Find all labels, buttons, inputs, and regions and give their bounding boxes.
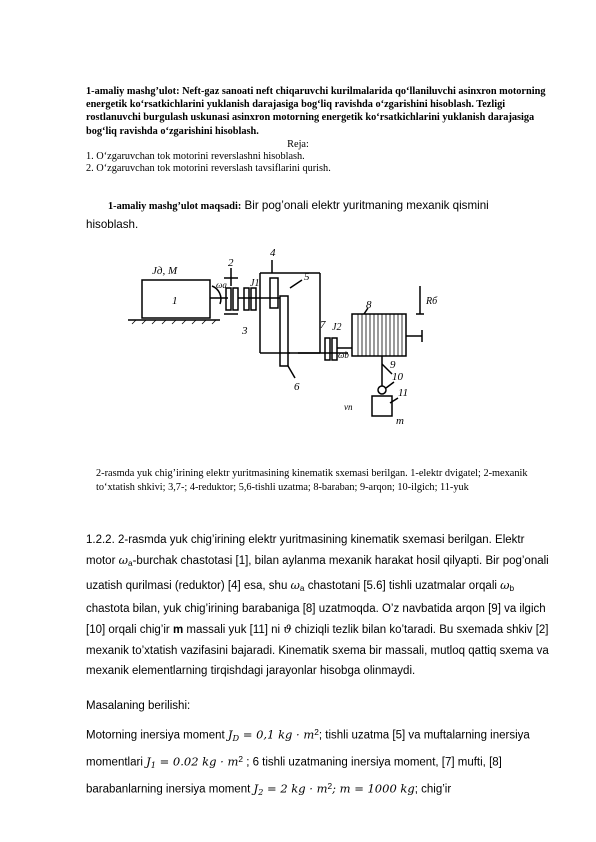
label-omega-b: ωb — [338, 350, 349, 360]
label-vn: vп — [344, 402, 353, 412]
coupling-j1 — [244, 288, 249, 310]
label-2: 2 — [228, 257, 234, 269]
goal-label: 1-amaliy mashg’ulot maqsadi: — [108, 201, 242, 212]
label-j2: J2 — [332, 322, 342, 333]
label-3: 3 — [242, 325, 248, 337]
label-6: 6 — [294, 381, 300, 393]
coupling-7 — [325, 338, 330, 360]
label-10: 10 — [392, 371, 403, 383]
plan-item: 2. O‘zgaruvchan tok motorini reverslash tavsiflarini qurish. — [86, 163, 331, 175]
label-omega-a: ωa — [216, 280, 227, 290]
figure-caption: 2-rasmda yuk chig’irining elektr yuritmasining kinematik sxemasi berilgan. 1-elektr dvigatel; 2-mexanik to‘xtatish shkivi; 3,7-; 4-reduktor; 5,6-tishli uzatma; 8-baraban; 9-arqon; 10-ilgich; 11-yuk — [96, 468, 528, 493]
load — [372, 396, 392, 416]
label-m: m — [396, 415, 404, 427]
label-8: 8 — [366, 299, 372, 311]
label-7: 7 — [320, 319, 326, 331]
given-paragraph: Motorning inersiya moment $J_D = 0,1$ kg · $m^2$; tishli uzatma [5] va muftalarning inersiya momentlari $J_1 = 0.02$ kg · $m^2$ ; 6 tishli uzatmaning inersiya moment, [7] mufti, [8] barabanlarning inersiya moment $J_2 = 2$ kg · $m^2$; m = 1000 kg; chig’ir — [86, 727, 530, 797]
brake-pulley — [226, 288, 231, 310]
kinematic-diagram — [120, 238, 460, 438]
gear-5 — [270, 278, 278, 308]
label-4: 4 — [270, 247, 276, 259]
label-rb: Rб — [426, 296, 438, 307]
goal-text: Bir pog’onali elektr yuritmaning mexanik qismini hisoblash. — [86, 199, 489, 231]
body-paragraph: 1.2.2. 2-rasmda yuk chig’irining elektr yuritmasining kinematik sxemasi berilgan. Elektr motor $\omega_a$-burchak chastotasi [1], bilan aylanma mexanik harakat hosil qilyapti. Bir pog’onali uzatish qurilmasi (reduktor) [4] esa, shu $\omega_a$ chastotani [5.6] tishli uzatmalar orqali $\omega_b$ chastota bilan, yuk chig’irining barabaniga [8] uzatmoqda. O’z navbatida arqon [9] va ilgich [10] orqali chig’ir m massali yuk [11] ni ϑ chiziqli tezlik bilan ko’taradi. Bu sxemada shkiv [2] mexanik to’xtatish vazifasini bajaradi. Kinematik sxema bir massali, mutloq qattiq sxema va mexanik elementlarning tirqishdagi jarayonlar hisobga olinmaydi. — [86, 534, 549, 677]
label-jd-m: Jд, M — [152, 265, 178, 277]
page-title: 1-amaliy mashg’ulot: Neft-gaz sanoati neft chiqaruvchi kurilmalarida qo‘llaniluvchi asinxron motorning energetik ko‘rsatkichlarini yuklanish darajasiga bog‘liq ravishda o‘zgarishini hisoblash. Tezligi rostlanuvchi burgulash uskunasi asinxron motorning energetik ko‘rsatkichlarini yuklanish darajasiga bog‘liq ravishda o‘zgarishini hisoblash. — [86, 86, 546, 137]
label-9: 9 — [390, 359, 396, 371]
plan-item: 1. O‘zgaruvchan tok motorini reverslashni hisoblash. — [86, 151, 305, 162]
reja-heading: Reja: — [287, 139, 309, 150]
label-1: 1 — [172, 295, 178, 307]
hook — [378, 386, 386, 394]
plan-list — [86, 151, 331, 175]
label-5: 5 — [304, 271, 310, 283]
goal-paragraph — [86, 197, 526, 234]
label-j1: J1 — [250, 278, 260, 289]
label-11: 11 — [398, 387, 409, 399]
given-heading: Masalaning berilishi: — [86, 700, 191, 712]
gear-6 — [280, 296, 288, 366]
